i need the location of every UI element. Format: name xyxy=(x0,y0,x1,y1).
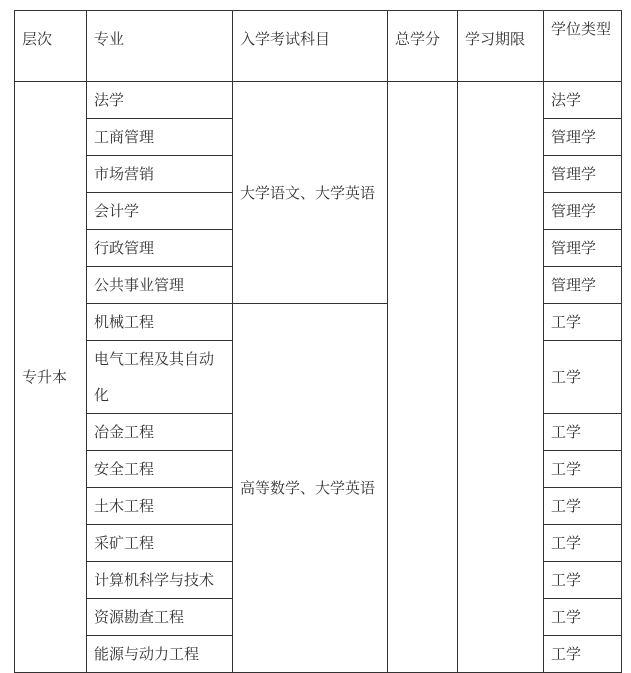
major-cell: 机械工程 xyxy=(87,304,233,341)
degree-cell: 管理学 xyxy=(544,156,622,193)
major-cell: 法学 xyxy=(87,82,233,119)
major-cell: 采矿工程 xyxy=(87,525,233,562)
degree-cell: 工学 xyxy=(544,341,622,414)
major-cell: 会计学 xyxy=(87,193,233,230)
major-cell: 能源与动力工程 xyxy=(87,636,233,673)
header-major: 专业 xyxy=(87,11,233,82)
major-cell: 安全工程 xyxy=(87,451,233,488)
degree-cell: 工学 xyxy=(544,562,622,599)
major-cell: 行政管理 xyxy=(87,230,233,267)
exam-subjects-cell: 高等数学、大学英语 xyxy=(233,304,388,673)
level-cell: 专升本 xyxy=(15,82,87,673)
degree-cell: 管理学 xyxy=(544,119,622,156)
major-cell: 冶金工程 xyxy=(87,414,233,451)
degree-cell: 工学 xyxy=(544,304,622,341)
degree-cell: 工学 xyxy=(544,525,622,562)
major-cell: 土木工程 xyxy=(87,488,233,525)
degree-cell: 工学 xyxy=(544,414,622,451)
table-row xyxy=(15,82,622,119)
degree-cell: 工学 xyxy=(544,451,622,488)
study-period-cell xyxy=(458,82,544,673)
major-cell: 公共事业管理 xyxy=(87,267,233,304)
degree-cell: 法学 xyxy=(544,82,622,119)
degree-cell: 管理学 xyxy=(544,193,622,230)
degree-cell: 工学 xyxy=(544,599,622,636)
program-table xyxy=(14,10,622,673)
major-cell: 电气工程及其自动化 xyxy=(87,341,233,414)
degree-cell: 工学 xyxy=(544,488,622,525)
header-total-credits: 总学分 xyxy=(388,11,458,82)
degree-cell: 管理学 xyxy=(544,267,622,304)
header-degree-type: 学位类型 xyxy=(544,11,622,82)
major-cell: 工商管理 xyxy=(87,119,233,156)
header-exam-subjects: 入学考试科目 xyxy=(233,11,388,82)
major-cell: 市场营销 xyxy=(87,156,233,193)
header-level: 层次 xyxy=(15,11,87,82)
table-header-row xyxy=(15,11,622,82)
major-cell: 资源勘查工程 xyxy=(87,599,233,636)
major-cell: 计算机科学与技术 xyxy=(87,562,233,599)
header-study-period: 学习期限 xyxy=(458,11,544,82)
degree-cell: 管理学 xyxy=(544,230,622,267)
total-credits-cell xyxy=(388,82,458,673)
exam-subjects-cell: 大学语文、大学英语 xyxy=(233,82,388,304)
degree-cell: 工学 xyxy=(544,636,622,673)
